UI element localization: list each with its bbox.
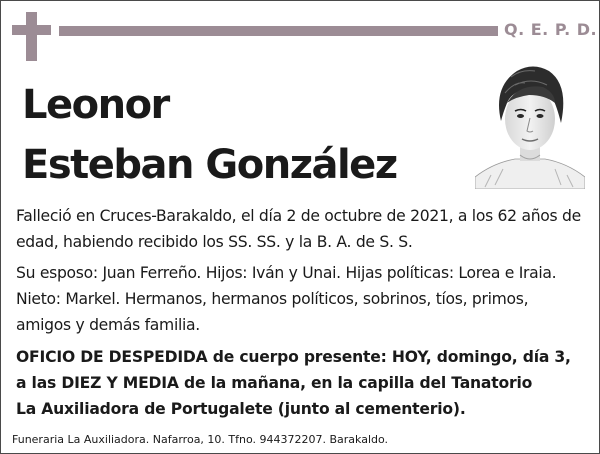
portrait-photo <box>475 59 585 189</box>
family-line: Su esposo: Juan Ferreño. Hijos: Iván y Unai. Hijas políticas: Lorea e Iraia. <box>16 264 557 282</box>
family-line: Nieto: Markel. Hermanos, hermanos políticos, sobrinos, tíos, primos, <box>16 290 529 308</box>
deceased-first-name: Leonor <box>22 82 169 128</box>
cross-icon-bar <box>12 25 51 35</box>
death-notice-text <box>16 203 586 255</box>
service-line: La Auxiliadora de Portugalete (junto al cementerio). <box>16 400 466 418</box>
qepd-label: Q. E. P. D. <box>504 20 598 39</box>
death-notice-line: edad, habiendo recibido los SS. SS. y la B. A. de S. S. <box>16 233 413 251</box>
death-notice-line: Falleció en Cruces-Barakaldo, el día 2 de octubre de 2021, a los 62 años de <box>16 207 581 225</box>
deceased-surnames: Esteban González <box>22 142 397 188</box>
family-line: amigos y demás familia. <box>16 316 200 334</box>
service-line: OFICIO DE DESPEDIDA de cuerpo presente: HOY, domingo, día 3, <box>16 348 571 366</box>
family-text <box>16 260 586 338</box>
cross-icon <box>26 12 37 61</box>
service-line: a las DIEZ Y MEDIA de la mañana, en la capilla del Tanatorio <box>16 374 533 392</box>
service-text <box>16 344 586 422</box>
header-band <box>59 26 498 36</box>
funeral-home-footer: Funeraria La Auxiliadora. Nafarroa, 10. Tfno. 944372207. Barakaldo. <box>12 433 389 446</box>
